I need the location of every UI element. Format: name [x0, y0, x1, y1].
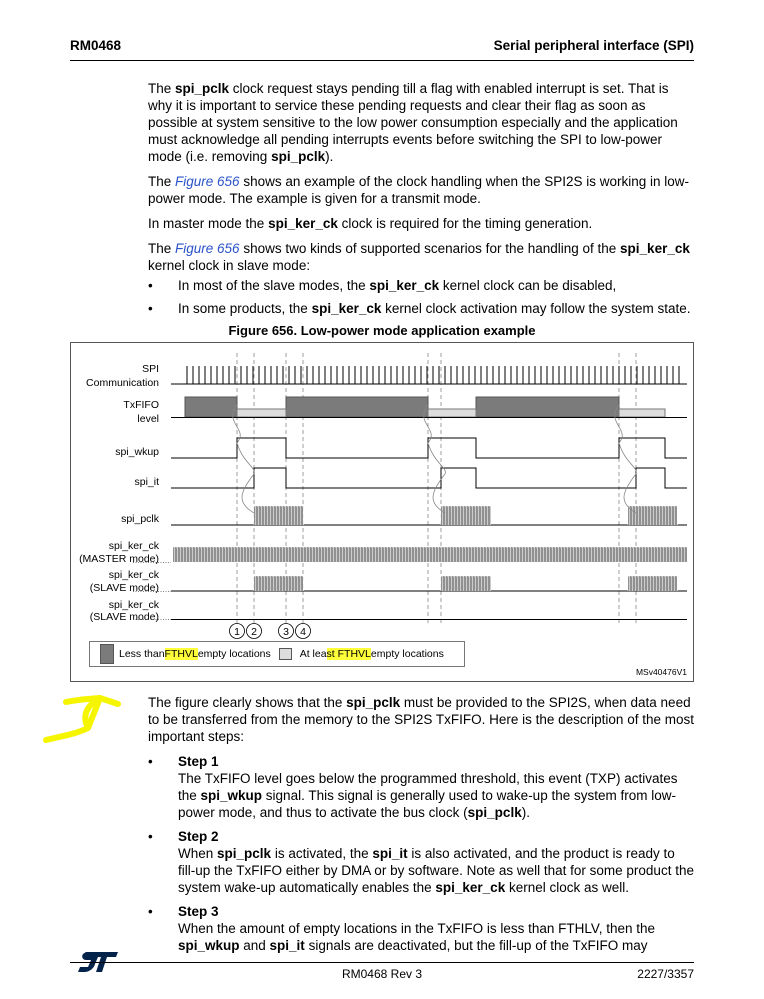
step-marker-label: 3: [283, 626, 289, 638]
txfifo-dark-block: [185, 397, 237, 417]
paragraph-4: The Figure 656 shows two kinds of supported scenarios for the handling of the spi_ker_ck kernel clock in slave mode:: [148, 241, 690, 273]
label-ker-slave2-mode: (SLAVE mode): [89, 611, 159, 623]
revision: RM0468 Rev 3: [341, 967, 423, 981]
ker-master-clock-fill: [173, 547, 687, 562]
label-spi-wkup: spi_wkup: [115, 446, 159, 458]
txfifo-light-block: [428, 409, 476, 417]
label-ker-slave1-mode: (SLAVE mode): [89, 582, 159, 594]
steps-text: [148, 694, 694, 961]
causality-curve: [242, 474, 254, 513]
doc-id: RM0468: [70, 38, 122, 53]
yellow-arrow-annotation: [42, 690, 122, 745]
highlight: st FTHVL: [326, 648, 371, 660]
legend-swatch-light: [279, 648, 292, 660]
paragraph-1: The spi_pclk clock request stays pending till a flag with enabled interrupt is set. That is why it is important to service these pending requests and clear their flag as soon as possible at system sensitive to the low power consumption especially and the application must acknowledge all pending interrupts events before switching the SPI to low-power mode (i.e. removing spi_pclk).: [148, 81, 678, 164]
txfifo-dark-block: [286, 397, 428, 417]
label-ker-master-mode: (MASTER mode): [79, 553, 159, 565]
list-item: • Step 1 The TxFIFO level goes below the programmed threshold, this event (TXP) activates the spi_wkup signal. This signal is generally used to wake-up the system from low-power mode, and thus to activate the bus clock (spi_pclk).: [148, 753, 694, 821]
causality-curve: [237, 443, 254, 474]
section-title: Serial peripheral interface (SPI): [493, 38, 694, 53]
figure-ref: MSv40476V1: [635, 667, 687, 677]
timing-diagram-svg: [71, 343, 693, 681]
step-marker-label: 2: [251, 626, 257, 638]
figure-link[interactable]: Figure 656: [175, 241, 240, 256]
page-header: [70, 38, 694, 61]
label-level: level: [137, 413, 159, 425]
figure-legend: Less than FTHVL empty locations At lea st FTHVL empty locations: [89, 641, 465, 667]
step-marker-label: 1: [234, 626, 240, 638]
label-communication: Communication: [86, 377, 159, 389]
paragraph-3: In master mode the spi_ker_ck clock is required for the timing generation.: [148, 216, 593, 231]
label-ker-master: spi_ker_ck: [108, 540, 159, 552]
intro-text: [148, 80, 694, 323]
label-ker-slave1: spi_ker_ck: [108, 569, 159, 581]
label-spi-pclk: spi_pclk: [121, 513, 159, 525]
causality-curve: [428, 443, 445, 474]
txfifo-light-block: [237, 409, 286, 417]
spi-it-wave: [171, 468, 687, 488]
list-item: • In most of the slave modes, the spi_ker_ck kernel clock can be disabled,: [148, 277, 694, 294]
label-spi-it: spi_it: [134, 476, 159, 488]
timing-diagram: [70, 342, 694, 682]
page-footer: [70, 962, 694, 983]
label-txfifo: TxFIFO: [123, 399, 159, 411]
list-item: • In some products, the spi_ker_ck kernel clock activation may follow the system state.: [148, 300, 694, 317]
txfifo-light-block: [619, 409, 665, 417]
figure-link[interactable]: Figure 656: [175, 174, 240, 189]
figure-title: Figure 656. Low-power mode application example: [228, 323, 536, 338]
spi-wkup-wave: [171, 438, 687, 458]
highlight: FTHVL: [164, 648, 198, 660]
legend-swatch-dark: [100, 644, 114, 664]
txfifo-dark-block: [476, 397, 619, 417]
page-number: 2227/3357: [637, 967, 694, 981]
paragraph-2: The Figure 656 shows an example of the clock handling when the SPI2S is working in low-power mode. The example is given for a transmit mode.: [148, 174, 690, 206]
list-item: • Step 2 When spi_pclk is activated, the spi_it is also activated, and the product is ready to fill-up the TxFIFO either by DMA or by software. Note as well that for some product the system wake-up automatically enables the spi_ker_ck kernel clock as well.: [148, 828, 694, 896]
label-ker-slave2: spi_ker_ck: [108, 599, 159, 611]
list-item: • Step 3 When the amount of empty locations in the TxFIFO is less than FTHLV, then the spi_wkup and spi_it signals are deactivated, but the fill-up of the TxFIFO may: [148, 903, 694, 954]
label-spi: SPI: [142, 363, 159, 375]
paragraph-5: The figure clearly shows that the spi_pclk must be provided to the SPI2S, when data need to be transferred from the memory to the SPI2S TxFIFO. Here is the description of the most important steps:: [148, 695, 694, 744]
step-marker-label: 4: [300, 626, 306, 638]
causality-curve: [619, 443, 636, 474]
spi-communication-wave: [171, 366, 687, 384]
